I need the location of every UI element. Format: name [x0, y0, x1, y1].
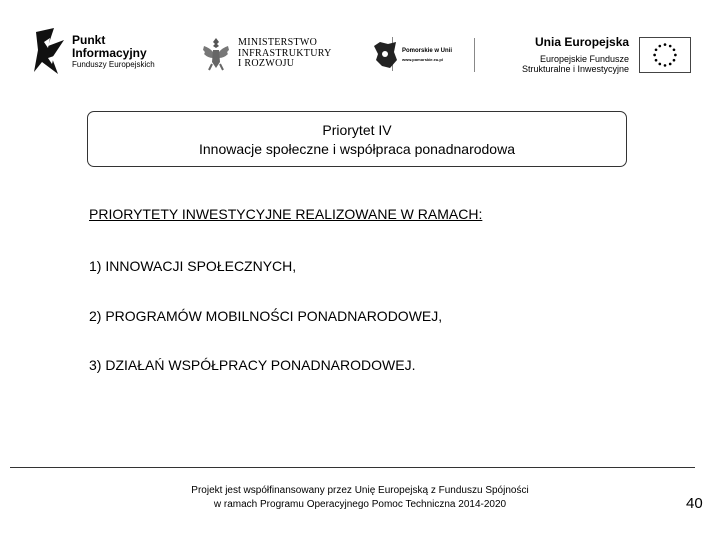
page-number: 40: [686, 495, 703, 512]
pomorskie-line4: www.pomorskie.eu.pl: [402, 56, 443, 62]
ministerstwo-line3: I ROZWOJU: [238, 58, 295, 70]
eu-flag-icon: [639, 37, 691, 73]
ministerstwo-line1: MINISTERSTWO: [238, 37, 318, 49]
unia-europejska-logo: [522, 36, 691, 74]
pomorskie-logo: [372, 38, 475, 72]
ue-line3: Strukturalne i Inwestycyjne: [522, 64, 630, 75]
punkt-line1: Punkt: [72, 33, 106, 48]
footer-line1: Projekt jest współfinansowany przez Unię Europejską z Funduszu Spójności: [191, 485, 529, 496]
ministerstwo-logo: [200, 36, 393, 72]
ministerstwo-line2: INFRASTRUKTURY: [238, 47, 332, 59]
polish-eagle-icon: [200, 36, 232, 72]
pomorskie-line1: Pomorskie w Unii: [402, 48, 453, 54]
footer-line2: w ramach Programu Operacyjnego Pomoc Techniczna 2014-2020: [213, 499, 507, 510]
content-heading: PRIORYTETY INWESTYCYJNE REALIZOWANE W RAMACH:: [89, 206, 483, 222]
list-item: 3) DZIAŁAŃ WSPÓŁPRACY PONADNARODOWEJ.: [89, 357, 416, 373]
list-item: 1) INNOWACJI SPOŁECZNYCH,: [89, 258, 297, 274]
priority-title: Priorytet IV: [322, 122, 392, 138]
punkt-line2: Informacyjny: [72, 45, 147, 60]
priority-subtitle: Innowacje społeczne i współpraca ponadnarodowa: [199, 141, 515, 157]
pomorskie-map-icon: [372, 40, 398, 70]
footer-text: [160, 484, 560, 512]
list-item: 2) PROGRAMÓW MOBILNOŚCI PONADNARODOWEJ,: [89, 308, 443, 324]
footer-divider: [10, 467, 695, 468]
priority-title-box: [87, 111, 627, 167]
ue-line1: Unia Europejska: [535, 35, 630, 49]
logo-divider: [474, 38, 475, 72]
ue-line2: Europejskie Fundusze: [539, 53, 630, 64]
logo-bar: [0, 0, 720, 100]
punkt-informacyjny-logo: [34, 28, 155, 76]
punkt-informacyjny-icon: [34, 28, 68, 76]
punkt-line3: Funduszy Europejskich: [72, 60, 155, 70]
